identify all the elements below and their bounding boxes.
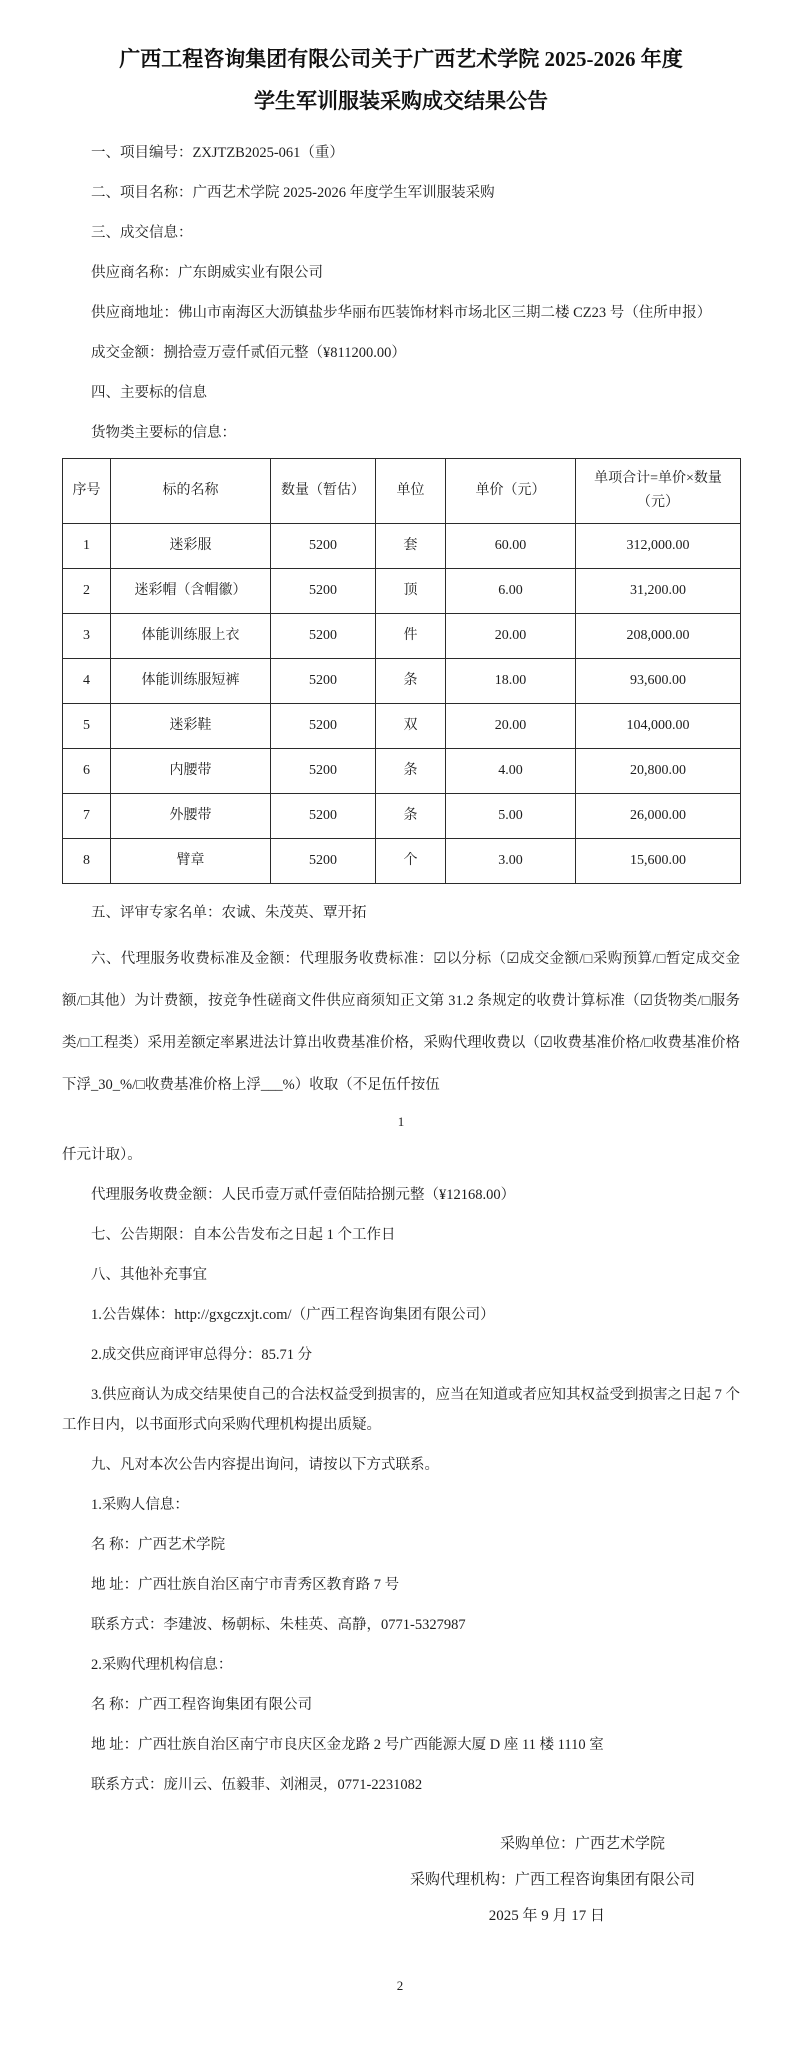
original-page-number-1: 1 (397, 1114, 405, 1129)
table-cell: 内腰带 (111, 749, 271, 794)
table-cell: 15,600.00 (576, 839, 741, 884)
para-agency-fee-standard: 六、代理服务收费标准及金额：代理服务收费标准：☑以分标（☑成交金额/□采购预算/□暂定成交金额/□其他）为计费额，按竞争性磋商文件供应商须知正文第 31.2 条规定的收费计算标准（☑货物类/□服务类/□工程类）采用差额定率累进法计算出收费基准价格，采购代理收费以（☑收费基准价格/□收费基准价格下浮_30_%/□收费基准价格上浮___%）收取（不足伍仟按伍 (62, 951, 740, 1093)
para-agency-fee-standard-cont: 仟元计取）。 (62, 1147, 142, 1163)
table-cell: 4 (63, 659, 111, 704)
table-row (63, 749, 741, 794)
para-supplier-name: 供应商名称：广东朗威实业有限公司 (91, 265, 323, 281)
signature-date: 2025 年 9 月 17 日 (488, 1908, 605, 1924)
table-row (63, 839, 741, 884)
table-cell: 312,000.00 (576, 524, 741, 569)
table-cell: 件 (376, 614, 446, 659)
table-cell: 条 (376, 749, 446, 794)
goods-table-header-row (63, 459, 741, 524)
table-cell: 套 (376, 524, 446, 569)
table-cell: 体能训练服上衣 (111, 614, 271, 659)
para-deal-amount: 成交金额：捌拾壹万壹仟贰佰元整（¥811200.00） (91, 345, 406, 361)
col-header-unit: 单位 (376, 459, 446, 524)
para-purchaser-address: 地 址：广西壮族自治区南宁市青秀区教育路 7 号 (91, 1577, 400, 1593)
col-header-unit-price: 单价（元） (446, 459, 576, 524)
para-objection-notice: 3.供应商认为成交结果使自己的合法权益受到损害的，应当在知道或者应知其权益受到损害之日起 7 个工作日内，以书面形式向采购代理机构提出质疑。 (62, 1387, 740, 1433)
table-cell: 208,000.00 (576, 614, 741, 659)
page-title-line1: 广西工程咨询集团有限公司关于广西艺术学院 2025-2026 年度 (119, 47, 683, 71)
para-agency-fee-amount: 代理服务收费金额：人民币壹万贰仟壹佰陆拾捌元整（¥12168.00） (91, 1187, 516, 1203)
table-cell: 臂章 (111, 839, 271, 884)
table-row (63, 524, 741, 569)
table-cell: 7 (63, 794, 111, 839)
table-cell: 迷彩鞋 (111, 704, 271, 749)
page-title-line2: 学生军训服装采购成交结果公告 (254, 89, 548, 113)
para-notice-period: 七、公告期限：自本公告发布之日起 1 个工作日 (91, 1227, 396, 1243)
table-cell: 5200 (271, 524, 376, 569)
para-review-score: 2.成交供应商评审总得分：85.71 分 (91, 1347, 313, 1363)
table-cell: 双 (376, 704, 446, 749)
col-header-seq: 序号 (63, 459, 111, 524)
para-purchaser-contact: 联系方式：李建波、杨朝标、朱桂英、高静，0771-5327987 (91, 1617, 466, 1633)
table-cell: 60.00 (446, 524, 576, 569)
para-supplier-address: 供应商地址：佛山市南海区大沥镇盐步华丽布匹装饰材料市场北区三期二楼 CZ23 号（住所申报） (91, 305, 712, 321)
table-cell: 个 (376, 839, 446, 884)
table-row (63, 794, 741, 839)
table-cell: 20.00 (446, 704, 576, 749)
table-row (63, 704, 741, 749)
table-cell: 5200 (271, 614, 376, 659)
table-cell: 条 (376, 659, 446, 704)
table-cell: 顶 (376, 569, 446, 614)
para-agency-heading: 2.采购代理机构信息： (91, 1657, 233, 1673)
para-purchaser-heading: 1.采购人信息： (91, 1497, 189, 1513)
table-cell: 3 (63, 614, 111, 659)
para-agency-contact: 联系方式：庞川云、伍毅菲、刘湘灵，0771-2231082 (91, 1777, 423, 1793)
table-cell: 5.00 (446, 794, 576, 839)
table-cell: 5200 (271, 839, 376, 884)
signature-block (62, 1826, 740, 1934)
table-row (63, 659, 741, 704)
para-contact-heading: 九、凡对本次公告内容提出询问，请按以下方式联系。 (91, 1457, 439, 1473)
table-cell: 6 (63, 749, 111, 794)
para-main-subject-heading: 四、主要标的信息 (91, 385, 207, 401)
table-cell: 20.00 (446, 614, 576, 659)
table-cell: 93,600.00 (576, 659, 741, 704)
para-announcement-media: 1.公告媒体：http://gxgczxjt.com/（广西工程咨询集团有限公司） (91, 1307, 495, 1323)
page-title (62, 38, 740, 122)
table-cell: 1 (63, 524, 111, 569)
para-agency-address: 地 址：广西壮族自治区南宁市良庆区金龙路 2 号广西能源大厦 D 座 11 楼 1110 室 (91, 1737, 604, 1753)
para-purchaser-name: 名 称：广西艺术学院 (91, 1537, 226, 1553)
table-cell: 2 (63, 569, 111, 614)
goods-table (62, 458, 741, 884)
para-project-number: 一、项目编号：ZXJTZB2025-061（重） (91, 145, 344, 161)
para-other-heading: 八、其他补充事宜 (91, 1267, 207, 1283)
table-cell: 6.00 (446, 569, 576, 614)
table-cell: 5 (63, 704, 111, 749)
table-cell: 5200 (271, 659, 376, 704)
table-cell: 20,800.00 (576, 749, 741, 794)
table-cell: 条 (376, 794, 446, 839)
table-cell: 外腰带 (111, 794, 271, 839)
col-header-item-name: 标的名称 (111, 459, 271, 524)
table-cell: 5200 (271, 794, 376, 839)
table-cell: 8 (63, 839, 111, 884)
page-number: 2 (396, 1978, 404, 1993)
para-goods-info-label: 货物类主要标的信息： (91, 425, 236, 441)
table-cell: 迷彩服 (111, 524, 271, 569)
table-cell: 体能训练服短裤 (111, 659, 271, 704)
para-project-name: 二、项目名称：广西艺术学院 2025-2026 年度学生军训服装采购 (91, 185, 495, 201)
table-cell: 26,000.00 (576, 794, 741, 839)
para-experts: 五、评审专家名单：农诚、朱茂英、覃开拓 (91, 905, 367, 921)
signature-purchaser: 采购单位：广西艺术学院 (499, 1836, 665, 1852)
table-row (63, 614, 741, 659)
table-cell: 4.00 (446, 749, 576, 794)
para-agency-name: 名 称：广西工程咨询集团有限公司 (91, 1697, 313, 1713)
table-row (63, 569, 741, 614)
signature-agency: 采购代理机构：广西工程咨询集团有限公司 (409, 1872, 695, 1888)
table-cell: 31,200.00 (576, 569, 741, 614)
table-cell: 5200 (271, 749, 376, 794)
table-cell: 迷彩帽（含帽徽） (111, 569, 271, 614)
table-cell: 5200 (271, 704, 376, 749)
table-cell: 104,000.00 (576, 704, 741, 749)
col-header-quantity: 数量（暂估） (271, 459, 376, 524)
table-cell: 5200 (271, 569, 376, 614)
table-cell: 18.00 (446, 659, 576, 704)
para-deal-info-heading: 三、成交信息： (91, 225, 193, 241)
table-cell: 3.00 (446, 839, 576, 884)
col-header-subtotal: 单项合计=单价×数量（元） (576, 459, 741, 524)
